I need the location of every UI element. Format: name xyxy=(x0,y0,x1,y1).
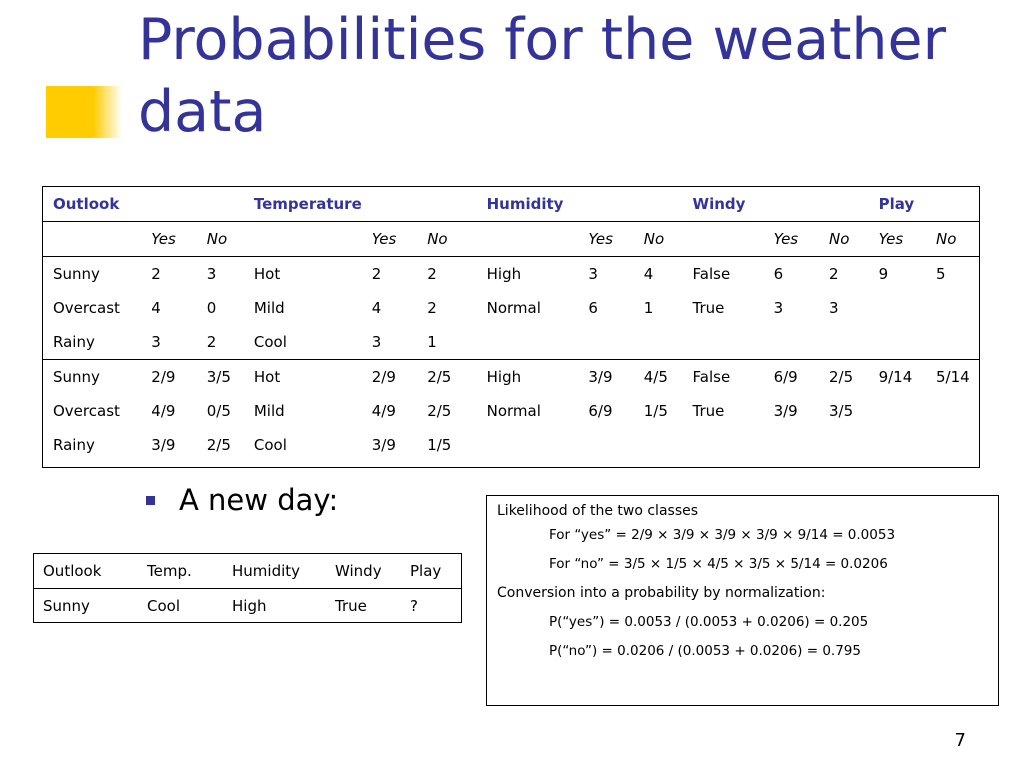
table-subheader-row xyxy=(43,222,979,257)
table-cell: Windy xyxy=(335,562,382,580)
table-cell xyxy=(926,325,979,360)
table-cell: 4/5 xyxy=(634,360,683,395)
table-cell: 2/5 xyxy=(427,402,452,420)
table-cell xyxy=(634,428,683,462)
table-cell: 3/9 xyxy=(371,436,396,454)
table-cell: No xyxy=(197,222,244,257)
table-cell: Yes xyxy=(578,222,633,257)
table-cell: No xyxy=(926,222,979,257)
table-cell: 3 xyxy=(588,265,598,283)
table-cell: 9 xyxy=(878,265,889,283)
table-cell: 1/5 xyxy=(427,436,452,454)
table-cell: No xyxy=(819,222,869,257)
table-cell: Yes xyxy=(362,222,417,257)
table-cell: 2 xyxy=(151,265,161,283)
table-cell: Mild xyxy=(253,299,285,317)
table-cell: Normal xyxy=(486,402,541,420)
table-cell: Rainy xyxy=(53,436,95,454)
table-cell xyxy=(43,222,141,257)
table-cell xyxy=(477,222,579,257)
table-cell: Cool xyxy=(253,436,287,454)
bullet-item xyxy=(146,480,338,520)
likelihood-box xyxy=(486,495,999,706)
bullet-square-icon xyxy=(146,496,155,505)
table-cell: 6 xyxy=(588,299,598,317)
table-cell xyxy=(683,428,764,462)
table-cell: True xyxy=(692,402,725,420)
table-cell: 3 xyxy=(151,333,161,351)
table-cell: 3/5 xyxy=(828,402,854,420)
table-cell: 4 xyxy=(151,299,161,317)
table-cell: 0 xyxy=(206,299,217,317)
table-cell: Temp. xyxy=(147,562,192,580)
table-cell: 2/5 xyxy=(206,436,231,454)
table-cell: No xyxy=(417,222,476,257)
table-cell: Normal xyxy=(486,299,541,317)
slide-title: Probabilities for the weather data xyxy=(138,7,947,145)
table-cell: 2 xyxy=(206,333,217,351)
table-cell: 4 xyxy=(643,265,654,283)
table-cell: 1 xyxy=(643,299,654,317)
table-cell: 3/9 xyxy=(578,360,633,395)
table-cell: False xyxy=(692,265,731,283)
table-cell xyxy=(869,291,926,325)
table-cell: Hot xyxy=(253,265,281,283)
table-cell: 3/9 xyxy=(773,402,798,420)
table-cell xyxy=(578,428,633,462)
probability-table xyxy=(42,186,980,468)
table-cell: 5 xyxy=(935,265,946,283)
table-cell xyxy=(819,428,869,462)
table-cell xyxy=(634,325,683,360)
table-row xyxy=(43,325,979,360)
probability-no: P(“no”) = 0.0206 / (0.0053 + 0.0206) = 0.795 xyxy=(549,643,861,659)
table-row xyxy=(43,394,979,428)
header-humidity: Humidity xyxy=(486,195,564,213)
table-cell: 4 xyxy=(371,299,382,317)
likelihood-heading: Likelihood of the two classes xyxy=(497,503,699,519)
table-cell: 2/9 xyxy=(141,360,196,395)
table-cell: 6/9 xyxy=(588,402,613,420)
table-row xyxy=(34,589,461,624)
table-cell: Sunny xyxy=(34,589,138,624)
table-cell: High xyxy=(223,589,326,624)
table-cell: 2 xyxy=(828,265,839,283)
table-cell: ? xyxy=(401,589,461,624)
table-cell xyxy=(869,428,926,462)
table-cell: Overcast xyxy=(53,402,120,420)
table-cell xyxy=(764,325,819,360)
table-cell: No xyxy=(634,222,683,257)
table-cell: Cool xyxy=(253,333,287,351)
table-cell: Humidity xyxy=(232,562,301,580)
table-row xyxy=(43,257,979,292)
probability-yes: P(“yes”) = 0.0053 / (0.0053 + 0.0206) = 0.205 xyxy=(549,614,869,630)
table-cell: False xyxy=(683,360,764,395)
table-header-row xyxy=(34,554,461,589)
table-cell: 2/5 xyxy=(819,360,869,395)
header-play: Play xyxy=(878,195,915,213)
table-cell xyxy=(819,325,869,360)
table-cell: Rainy xyxy=(53,333,95,351)
table-cell: Overcast xyxy=(53,299,120,317)
table-cell: 1/5 xyxy=(643,402,668,420)
table-cell: 9/14 xyxy=(869,360,926,395)
table-cell: Hot xyxy=(244,360,362,395)
table-cell: 3/5 xyxy=(197,360,244,395)
table-cell: 3 xyxy=(773,299,784,317)
header-windy: Windy xyxy=(692,195,746,213)
table-cell: True xyxy=(692,299,725,317)
table-cell: 4/9 xyxy=(151,402,176,420)
table-cell xyxy=(764,428,819,462)
table-cell xyxy=(477,325,579,360)
table-cell: 1 xyxy=(427,333,437,351)
table-row xyxy=(43,360,979,395)
table-cell xyxy=(244,222,362,257)
table-cell: 2 xyxy=(371,265,382,283)
table-cell: 3/9 xyxy=(151,436,176,454)
table-cell xyxy=(683,222,764,257)
table-cell: Yes xyxy=(869,222,926,257)
table-cell: 2 xyxy=(427,299,437,317)
table-cell: 2/5 xyxy=(417,360,476,395)
header-outlook: Outlook xyxy=(53,195,120,213)
title-decoration xyxy=(46,86,122,138)
table-header-row xyxy=(43,187,979,222)
bullet-text: A new day: xyxy=(179,483,339,517)
table-cell: 2/9 xyxy=(362,360,417,395)
table-cell: 6 xyxy=(773,265,784,283)
page-number: 7 xyxy=(954,730,966,751)
table-cell: 2 xyxy=(427,265,437,283)
new-day-table xyxy=(33,553,462,623)
table-cell: Mild xyxy=(253,402,285,420)
table-cell xyxy=(869,394,926,428)
table-cell: Cool xyxy=(138,589,223,624)
table-cell xyxy=(926,428,979,462)
table-cell: Play xyxy=(410,562,442,580)
conversion-heading: Conversion into a probability by normalization: xyxy=(497,585,826,601)
table-cell xyxy=(869,325,926,360)
likelihood-yes: For “yes” = 2/9 × 3/9 × 3/9 × 3/9 × 9/14 = 0.0053 xyxy=(549,527,896,543)
table-cell: Yes xyxy=(141,222,196,257)
table-cell: 3 xyxy=(828,299,839,317)
table-cell: High xyxy=(486,265,522,283)
likelihood-no: For “no” = 3/5 × 1/5 × 4/5 × 3/5 × 5/14 = 0.0206 xyxy=(549,556,888,572)
table-cell xyxy=(578,325,633,360)
table-cell xyxy=(477,428,579,462)
table-cell: Sunny xyxy=(43,360,141,395)
table-cell xyxy=(926,394,979,428)
table-cell: Yes xyxy=(764,222,819,257)
table-cell: 0/5 xyxy=(206,402,231,420)
table-cell: Outlook xyxy=(43,562,102,580)
table-cell: 3 xyxy=(371,333,382,351)
table-cell: High xyxy=(477,360,579,395)
table-cell: 3 xyxy=(206,265,217,283)
table-cell: True xyxy=(326,589,401,624)
table-row xyxy=(43,291,979,325)
table-cell: 4/9 xyxy=(371,402,396,420)
table-cell: 6/9 xyxy=(764,360,819,395)
table-cell: Sunny xyxy=(53,265,100,283)
header-temperature: Temperature xyxy=(253,195,362,213)
table-cell xyxy=(683,325,764,360)
table-row xyxy=(43,428,979,462)
table-cell xyxy=(926,291,979,325)
table-cell: 5/14 xyxy=(926,360,979,395)
